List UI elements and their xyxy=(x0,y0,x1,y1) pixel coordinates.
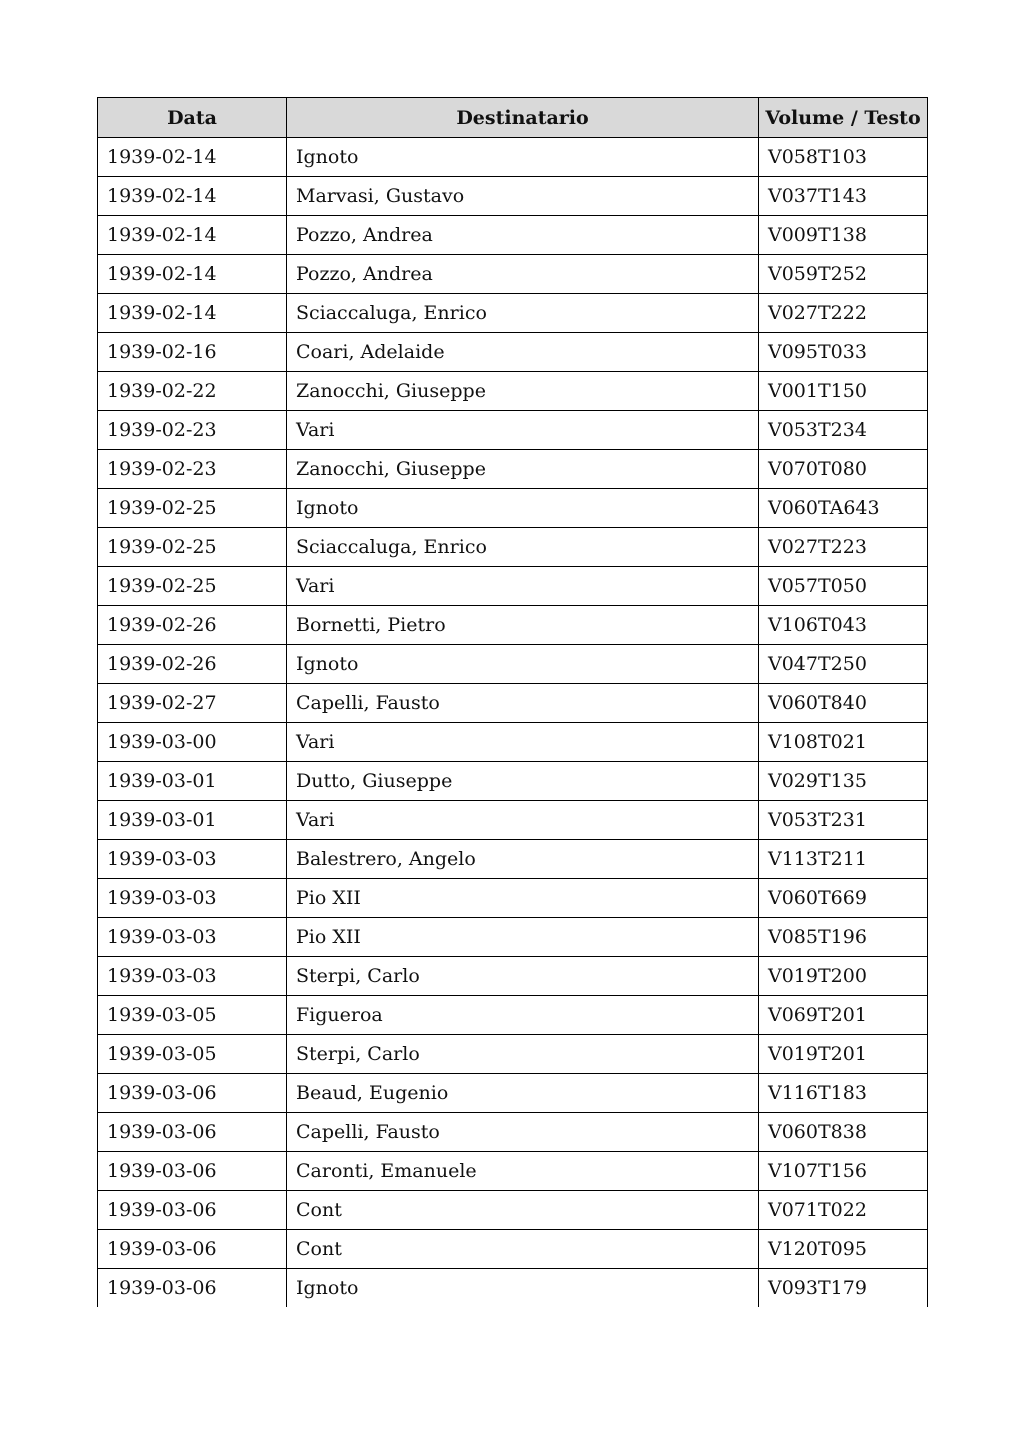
table-row xyxy=(98,294,928,333)
table-row xyxy=(98,1152,928,1191)
cell-recipient: Ignoto xyxy=(287,138,759,177)
table-row xyxy=(98,957,928,996)
cell-recipient: Marvasi, Gustavo xyxy=(287,177,759,216)
header-recipient: Destinatario xyxy=(287,98,759,138)
cell-volume-text: V027T223 xyxy=(759,528,928,567)
cell-volume-text: V053T231 xyxy=(759,801,928,840)
cell-volume-text: V060T838 xyxy=(759,1113,928,1152)
cell-date: 1939-03-03 xyxy=(98,957,287,996)
cell-recipient: Capelli, Fausto xyxy=(287,1113,759,1152)
cell-volume-text: V059T252 xyxy=(759,255,928,294)
table-body xyxy=(98,138,928,1308)
cell-volume-text: V116T183 xyxy=(759,1074,928,1113)
cell-date: 1939-02-14 xyxy=(98,177,287,216)
table-row xyxy=(98,1269,928,1308)
cell-recipient: Coari, Adelaide xyxy=(287,333,759,372)
cell-recipient: Vari xyxy=(287,801,759,840)
header-volume-text: Volume / Testo xyxy=(759,98,928,138)
cell-date: 1939-02-25 xyxy=(98,567,287,606)
cell-date: 1939-03-06 xyxy=(98,1230,287,1269)
cell-recipient: Sciaccaluga, Enrico xyxy=(287,528,759,567)
cell-date: 1939-03-03 xyxy=(98,918,287,957)
table-row xyxy=(98,372,928,411)
cell-volume-text: V069T201 xyxy=(759,996,928,1035)
cell-volume-text: V027T222 xyxy=(759,294,928,333)
cell-date: 1939-02-16 xyxy=(98,333,287,372)
cell-date: 1939-02-14 xyxy=(98,255,287,294)
cell-volume-text: V029T135 xyxy=(759,762,928,801)
cell-recipient: Vari xyxy=(287,723,759,762)
cell-volume-text: V001T150 xyxy=(759,372,928,411)
cell-volume-text: V053T234 xyxy=(759,411,928,450)
cell-recipient: Beaud, Eugenio xyxy=(287,1074,759,1113)
cell-date: 1939-02-22 xyxy=(98,372,287,411)
cell-recipient: Pio XII xyxy=(287,918,759,957)
cell-volume-text: V037T143 xyxy=(759,177,928,216)
cell-date: 1939-03-05 xyxy=(98,1035,287,1074)
cell-recipient: Dutto, Giuseppe xyxy=(287,762,759,801)
table-row xyxy=(98,1191,928,1230)
cell-volume-text: V107T156 xyxy=(759,1152,928,1191)
table-row xyxy=(98,684,928,723)
cell-volume-text: V060TA643 xyxy=(759,489,928,528)
cell-date: 1939-03-05 xyxy=(98,996,287,1035)
table-row xyxy=(98,645,928,684)
cell-volume-text: V120T095 xyxy=(759,1230,928,1269)
cell-volume-text: V060T840 xyxy=(759,684,928,723)
cell-volume-text: V019T200 xyxy=(759,957,928,996)
table-header-row xyxy=(98,98,928,138)
cell-date: 1939-03-01 xyxy=(98,762,287,801)
cell-date: 1939-02-23 xyxy=(98,411,287,450)
cell-date: 1939-02-27 xyxy=(98,684,287,723)
cell-date: 1939-02-26 xyxy=(98,645,287,684)
cell-recipient: Vari xyxy=(287,567,759,606)
cell-volume-text: V058T103 xyxy=(759,138,928,177)
letters-table xyxy=(97,97,928,1307)
cell-date: 1939-02-26 xyxy=(98,606,287,645)
cell-date: 1939-02-23 xyxy=(98,450,287,489)
table-row xyxy=(98,177,928,216)
cell-volume-text: V106T043 xyxy=(759,606,928,645)
cell-volume-text: V060T669 xyxy=(759,879,928,918)
cell-recipient: Sciaccaluga, Enrico xyxy=(287,294,759,333)
cell-date: 1939-02-14 xyxy=(98,138,287,177)
table-row xyxy=(98,333,928,372)
table-row xyxy=(98,918,928,957)
table-row xyxy=(98,840,928,879)
header-date: Data xyxy=(98,98,287,138)
cell-date: 1939-03-06 xyxy=(98,1269,287,1308)
table-row xyxy=(98,1074,928,1113)
cell-recipient: Cont xyxy=(287,1230,759,1269)
cell-recipient: Bornetti, Pietro xyxy=(287,606,759,645)
table-row xyxy=(98,801,928,840)
cell-date: 1939-03-03 xyxy=(98,840,287,879)
cell-date: 1939-03-03 xyxy=(98,879,287,918)
table-row xyxy=(98,1113,928,1152)
table-row xyxy=(98,567,928,606)
cell-recipient: Vari xyxy=(287,411,759,450)
cell-recipient: Pio XII xyxy=(287,879,759,918)
cell-volume-text: V047T250 xyxy=(759,645,928,684)
table-row xyxy=(98,411,928,450)
cell-date: 1939-02-25 xyxy=(98,528,287,567)
cell-volume-text: V093T179 xyxy=(759,1269,928,1308)
table-row xyxy=(98,723,928,762)
cell-volume-text: V009T138 xyxy=(759,216,928,255)
cell-recipient: Capelli, Fausto xyxy=(287,684,759,723)
cell-date: 1939-03-06 xyxy=(98,1074,287,1113)
cell-volume-text: V095T033 xyxy=(759,333,928,372)
table-row xyxy=(98,255,928,294)
cell-recipient: Pozzo, Andrea xyxy=(287,216,759,255)
cell-date: 1939-02-14 xyxy=(98,294,287,333)
table-row xyxy=(98,450,928,489)
cell-volume-text: V070T080 xyxy=(759,450,928,489)
table-row xyxy=(98,606,928,645)
cell-recipient: Pozzo, Andrea xyxy=(287,255,759,294)
cell-recipient: Caronti, Emanuele xyxy=(287,1152,759,1191)
cell-date: 1939-03-06 xyxy=(98,1152,287,1191)
cell-volume-text: V108T021 xyxy=(759,723,928,762)
table-row xyxy=(98,138,928,177)
cell-recipient: Balestrero, Angelo xyxy=(287,840,759,879)
cell-recipient: Zanocchi, Giuseppe xyxy=(287,450,759,489)
table-row xyxy=(98,528,928,567)
cell-volume-text: V019T201 xyxy=(759,1035,928,1074)
cell-date: 1939-02-25 xyxy=(98,489,287,528)
cell-recipient: Sterpi, Carlo xyxy=(287,1035,759,1074)
cell-recipient: Sterpi, Carlo xyxy=(287,957,759,996)
table-row xyxy=(98,489,928,528)
cell-volume-text: V071T022 xyxy=(759,1191,928,1230)
table-row xyxy=(98,996,928,1035)
table-row xyxy=(98,762,928,801)
cell-date: 1939-02-14 xyxy=(98,216,287,255)
cell-recipient: Ignoto xyxy=(287,645,759,684)
cell-recipient: Ignoto xyxy=(287,489,759,528)
table-row xyxy=(98,879,928,918)
cell-date: 1939-03-00 xyxy=(98,723,287,762)
cell-recipient: Figueroa xyxy=(287,996,759,1035)
cell-volume-text: V113T211 xyxy=(759,840,928,879)
table-row xyxy=(98,1035,928,1074)
cell-recipient: Zanocchi, Giuseppe xyxy=(287,372,759,411)
cell-volume-text: V085T196 xyxy=(759,918,928,957)
cell-date: 1939-03-06 xyxy=(98,1191,287,1230)
table-row xyxy=(98,216,928,255)
cell-volume-text: V057T050 xyxy=(759,567,928,606)
cell-date: 1939-03-01 xyxy=(98,801,287,840)
cell-recipient: Cont xyxy=(287,1191,759,1230)
table-row xyxy=(98,1230,928,1269)
cell-recipient: Ignoto xyxy=(287,1269,759,1308)
cell-date: 1939-03-06 xyxy=(98,1113,287,1152)
